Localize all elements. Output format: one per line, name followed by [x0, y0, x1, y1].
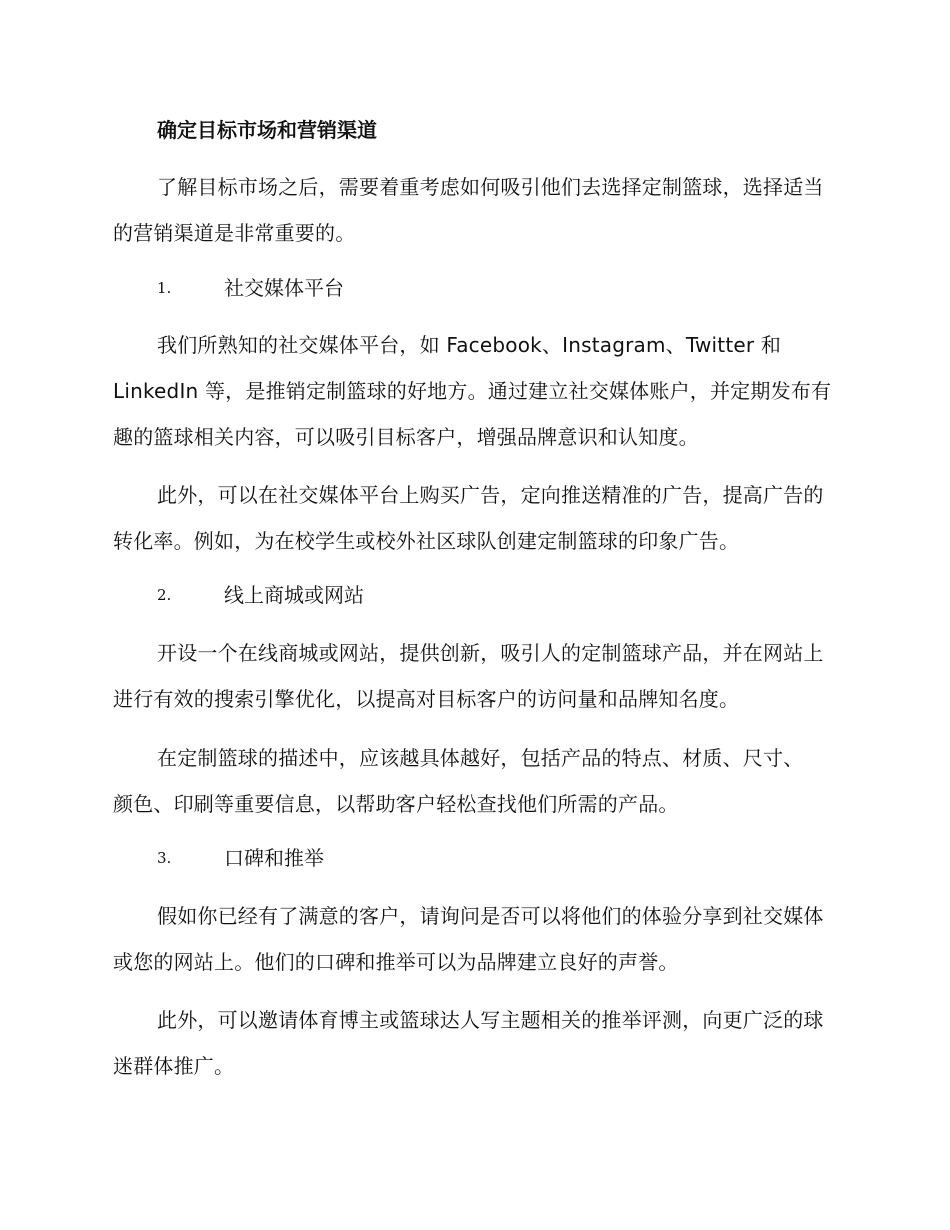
list-label: 线上商城或网站	[224, 583, 364, 607]
intro-paragraph: 了解目标市场之后，需要着重考虑如何吸引他们去选择定制篮球，选择适当的营销渠道是非常重要的。	[113, 175, 824, 245]
word-of-mouth-paragraph: 假如你已经有了满意的客户，请询问是否可以将他们的体验分享到社交媒体或您的网站上。他们的口碑和推举可以为品牌建立良好的声誉。	[113, 904, 824, 974]
list-item-3	[157, 843, 457, 873]
list-number: 1.	[157, 279, 172, 297]
product-description-paragraph: 在定制篮球的描述中，应该越具体越好，包括产品的特点、材质、尺寸、颜色、印刷等重要信息，以帮助客户轻松查找他们所需的产品。	[113, 746, 804, 816]
section-title: 确定目标市场和营销渠道	[157, 118, 377, 142]
online-store-paragraph: 开设一个在线商城或网站，提供创新，吸引人的定制篮球产品，并在网站上进行有效的搜索引擎优化，以提高对目标客户的访问量和品牌知名度。	[113, 641, 824, 711]
social-media-paragraph: 我们所熟知的社交媒体平台，如 Facebook、Instagram、Twitter 和 LinkedIn 等，是推销定制篮球的好地方。通过建立社交媒体账户，并定期发布有趣的篮球相关内容，可以吸引目标客户，增强品牌意识和认知度。	[113, 333, 832, 449]
influencer-paragraph: 此外，可以邀请体育博主或篮球达人写主题相关的推举评测，向更广泛的球迷群体推广。	[113, 1008, 824, 1078]
list-number: 2.	[157, 586, 172, 604]
social-ads-paragraph: 此外，可以在社交媒体平台上购买广告，定向推送精准的广告，提高广告的转化率。例如，为在校学生或校外社区球队创建定制篮球的印象广告。	[113, 483, 824, 553]
list-item-2	[157, 580, 457, 610]
list-item-1	[157, 273, 457, 303]
list-number: 3.	[157, 849, 172, 867]
list-label: 社交媒体平台	[224, 276, 344, 300]
list-label: 口碑和推举	[224, 846, 324, 870]
